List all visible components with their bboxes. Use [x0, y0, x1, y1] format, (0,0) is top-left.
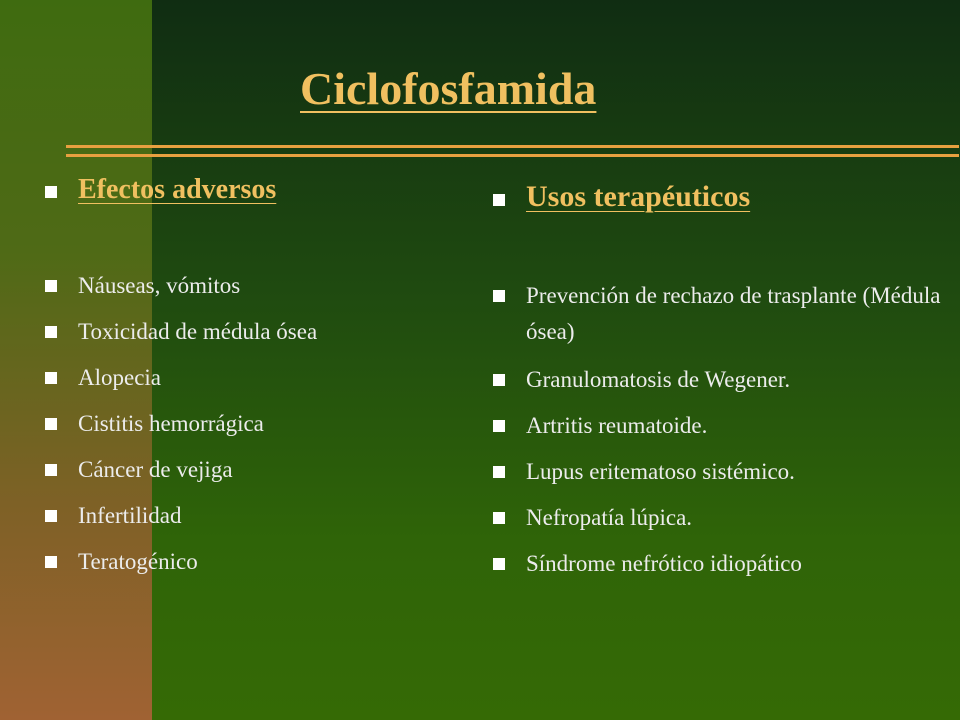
list-item-adverse-effect: Cáncer de vejiga [78, 457, 233, 482]
list-item-adverse-effect: Cistitis hemorrágica [78, 411, 264, 436]
list-item-therapeutic-use: Granulomatosis de Wegener. [526, 367, 791, 392]
heading-usos-terapeuticos: Usos terapéuticos [526, 180, 751, 213]
bullet-icon [45, 464, 57, 476]
list-item-adverse-effect: Infertilidad [78, 503, 182, 528]
list-item-therapeutic-use: Artritis reumatoide. [526, 413, 708, 438]
list-item-therapeutic-use: Prevención de rechazo de trasplante (Médula ósea) [526, 283, 941, 344]
bullet-icon [45, 326, 57, 338]
bullet-icon [45, 556, 57, 568]
list-item-therapeutic-use: Lupus eritematoso sistémico. [526, 459, 795, 484]
bullet-icon [493, 558, 505, 570]
list-item-adverse-effect: Toxicidad de médula ósea [78, 319, 318, 344]
slide-title: Ciclofosfamida [300, 63, 597, 114]
heading-efectos-adversos: Efectos adversos [78, 174, 277, 205]
title-rule-top [66, 145, 959, 148]
list-item-adverse-effect: Teratogénico [78, 549, 198, 574]
bullet-icon [45, 186, 57, 198]
bullet-icon [45, 510, 57, 522]
bullet-icon [493, 420, 505, 432]
list-item-therapeutic-use: Nefropatía lúpica. [526, 505, 693, 530]
list-item-adverse-effect: Alopecia [78, 365, 162, 390]
bullet-icon [493, 374, 505, 386]
bullet-icon [493, 512, 505, 524]
bullet-icon [493, 194, 505, 206]
bullet-icon [493, 466, 505, 478]
title-rule-bottom [66, 154, 959, 157]
bullet-icon [493, 290, 505, 302]
list-item-adverse-effect: Náuseas, vómitos [78, 273, 241, 298]
bullet-icon [45, 280, 57, 292]
bullet-icon [45, 418, 57, 430]
bullet-icon [45, 372, 57, 384]
list-item-therapeutic-use: Síndrome nefrótico idiopático [526, 551, 802, 576]
